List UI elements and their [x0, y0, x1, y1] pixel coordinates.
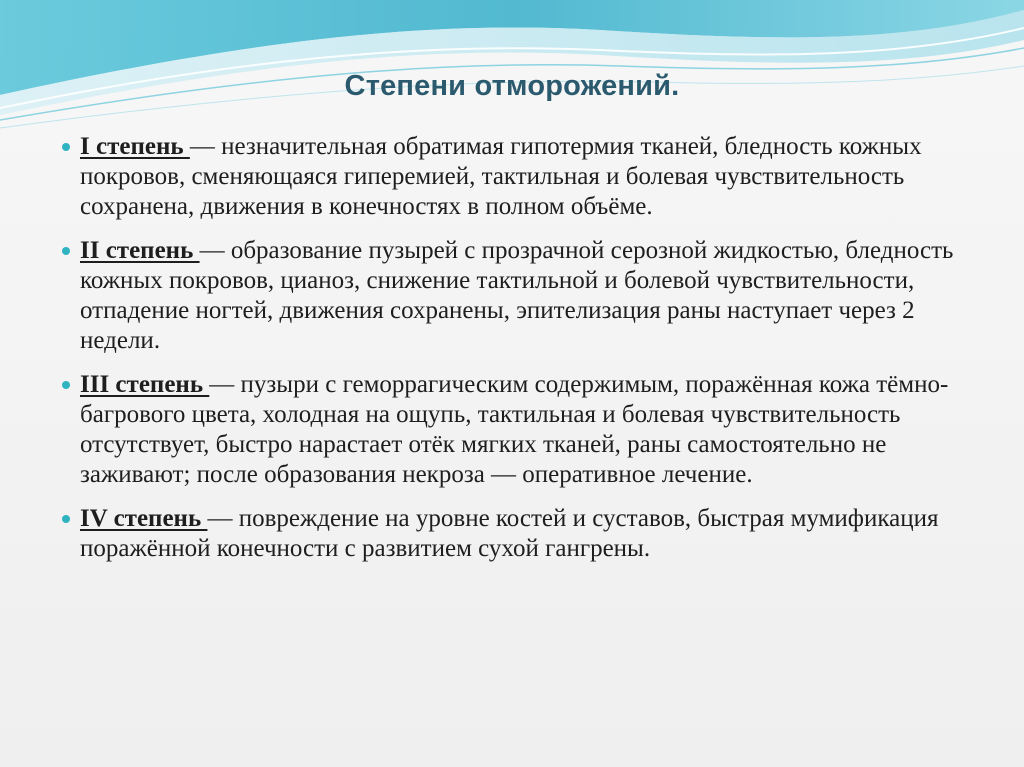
degree-description: — пузыри с геморрагическим содержимым, поражённая кожа тёмно-багрового цвета, холодная на ощупь, тактильная и болевая чувствительность отсутствует, быстро нарастает отёк мягких тканей, раны самостоятельно не заживают; после образования некроза — оперативное лечение. [80, 371, 949, 488]
degree-term: I степень [80, 133, 190, 160]
degree-description: — повреждение на уровне костей и суставов, быстрая мумификация поражённой конечности с развитием сухой гангрены. [80, 505, 939, 562]
list-item [62, 370, 972, 490]
degree-term: IV степень [80, 505, 208, 532]
bullet-icon [62, 247, 70, 255]
degree-term: II степень [80, 237, 200, 264]
bullet-icon [62, 381, 70, 389]
list-item [62, 504, 972, 564]
bullet-icon [62, 515, 70, 523]
list-item [62, 132, 972, 222]
degree-term: III степень [80, 371, 210, 398]
degree-description: — образование пузырей с прозрачной серозной жидкостью, бледность кожных покровов, цианоз, снижение тактильной и болевой чувствительности, отпадение ногтей, движения сохранены, эпителизация раны наступает через 2 недели. [80, 237, 954, 354]
degrees-list [62, 132, 972, 578]
bullet-icon [62, 143, 70, 151]
slide-title: Степени отморожений. [344, 70, 680, 102]
list-item [62, 236, 972, 356]
degree-description: — незначительная обратимая гипотермия тканей, бледность кожных покровов, сменяющаяся гиперемией, тактильная и болевая чувствительность сохранена, движения в конечностях в полном объёме. [80, 133, 922, 220]
